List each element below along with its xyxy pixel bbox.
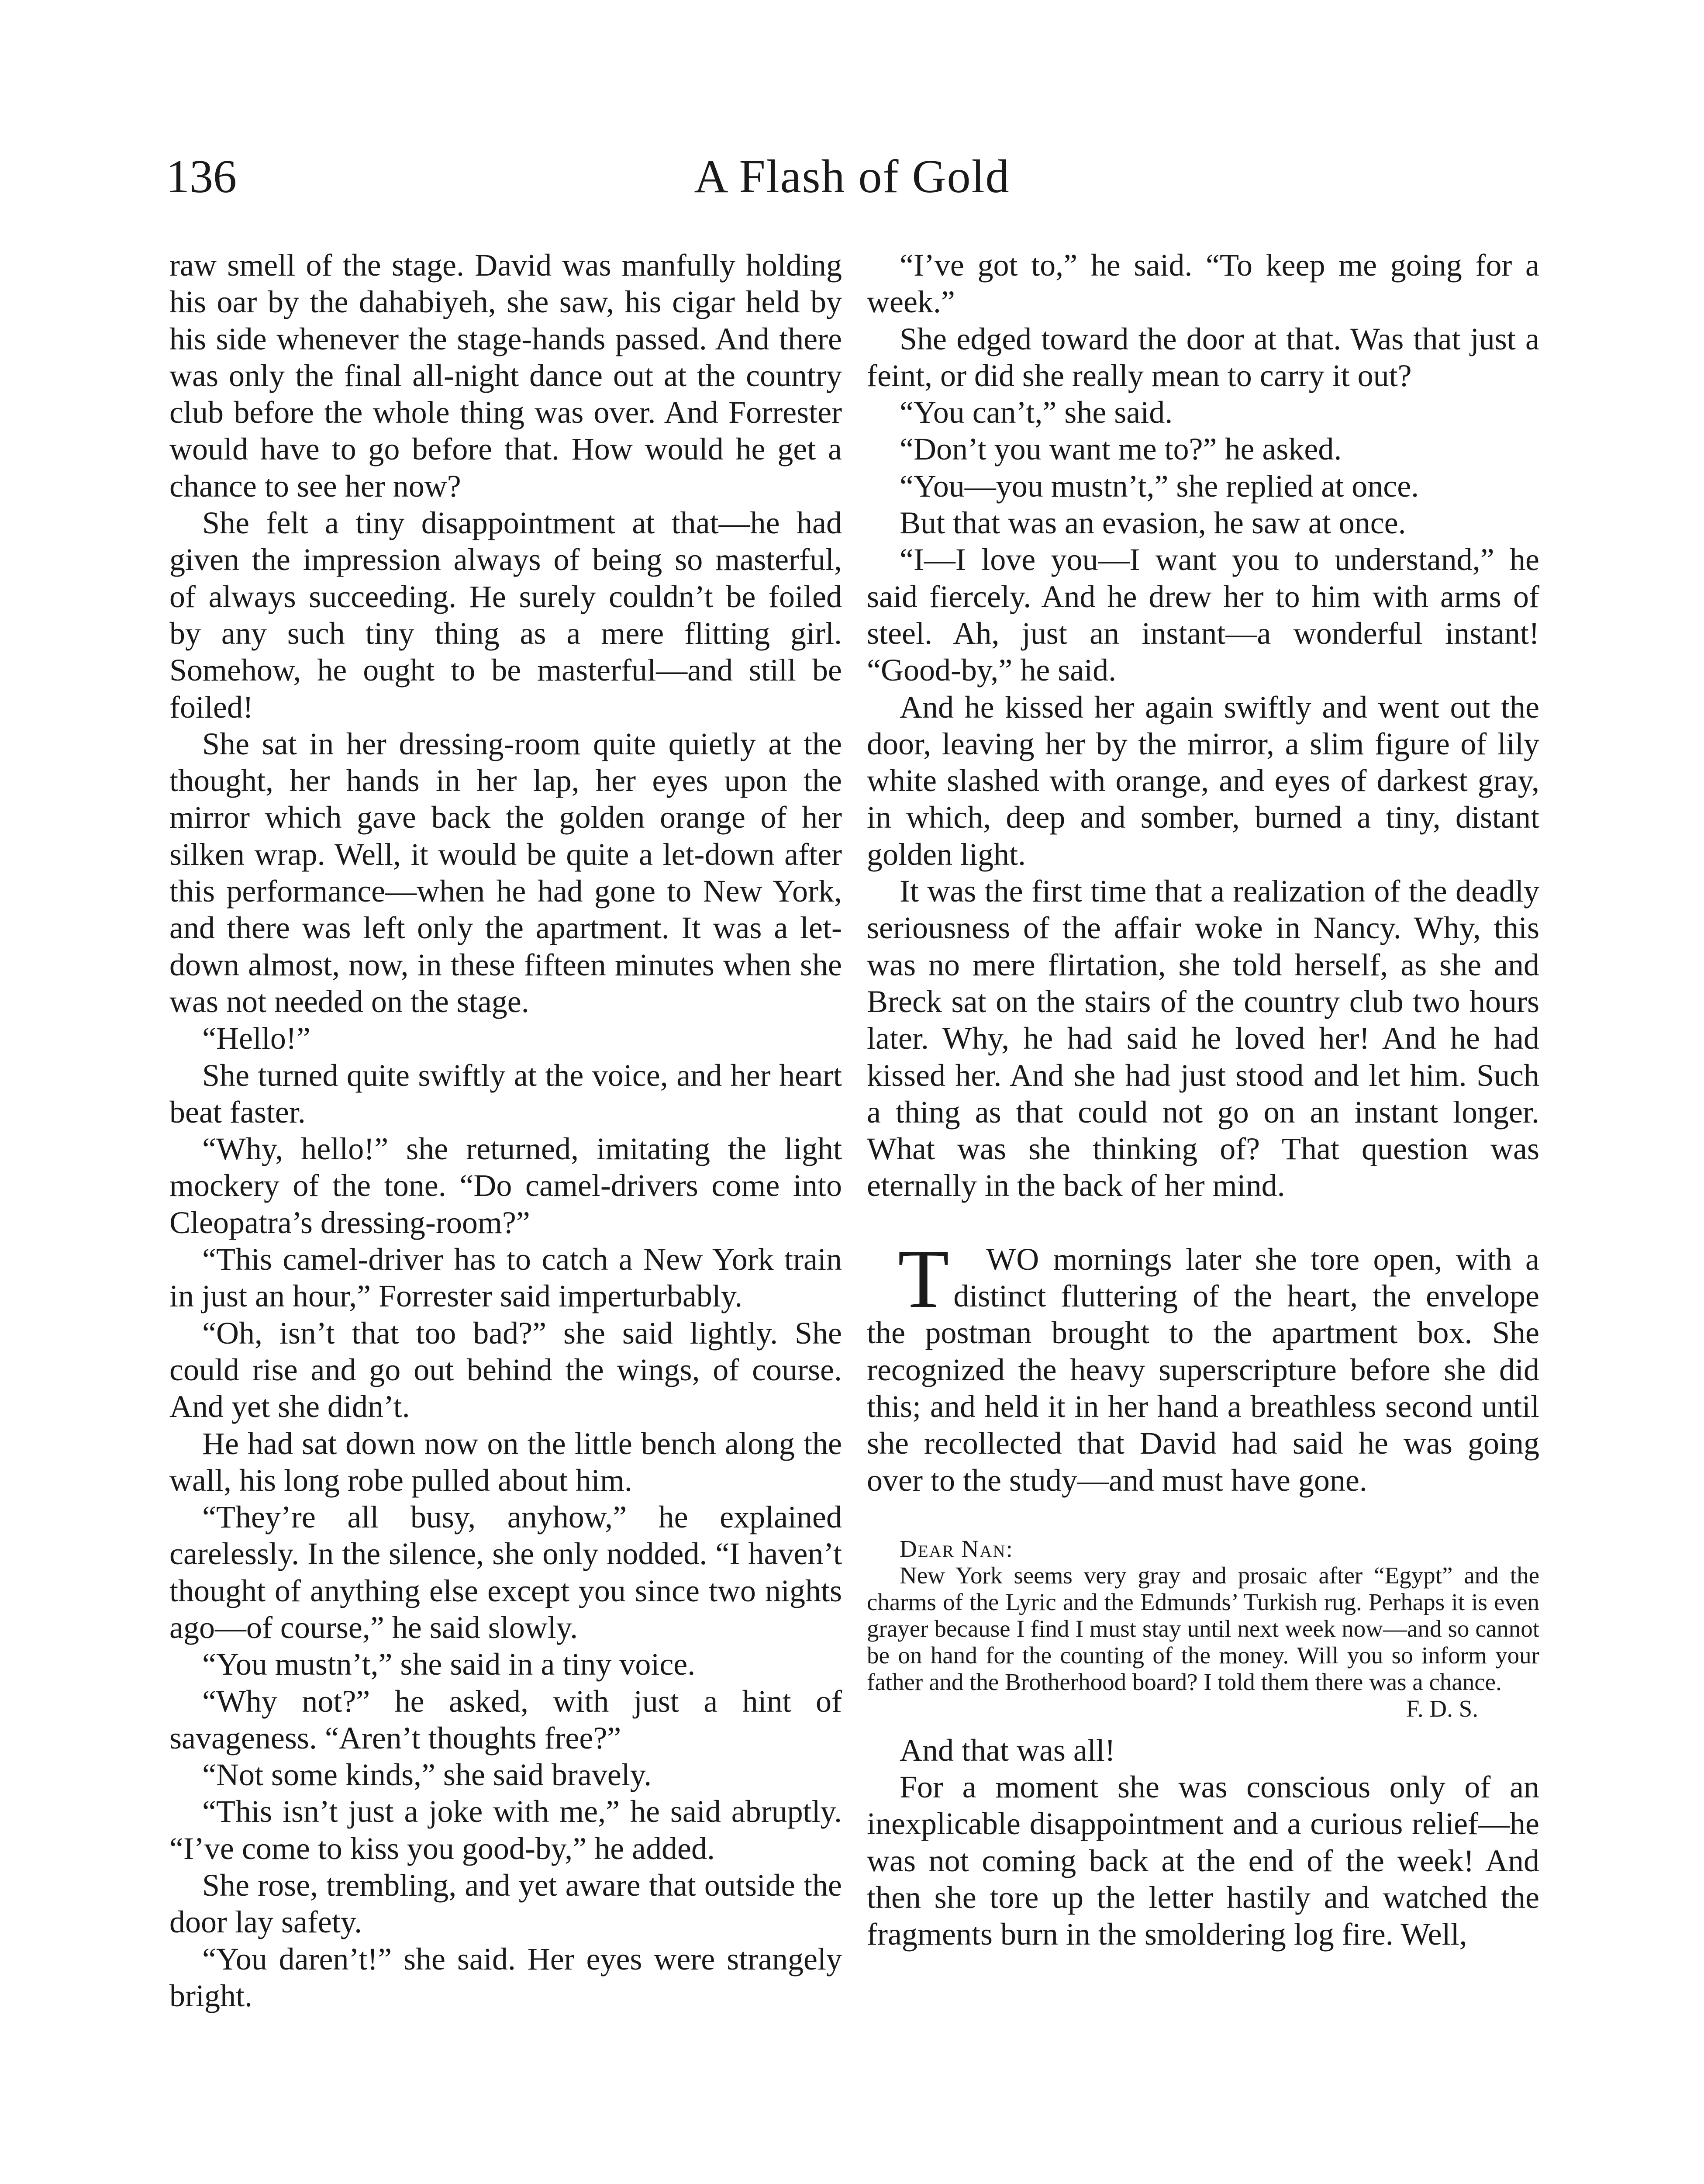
- paragraph: “You daren’t!” she said. Her eyes were strangely bright.: [169, 1941, 842, 2013]
- paragraph: “This camel-driver has to catch a New York train in just an hour,” Forrester said imperturbably.: [169, 1242, 842, 1314]
- paragraph: It was the first time that a realization of the deadly seriousness of the affair woke in Nancy. Why, this was no mere flirtation, she told herself, as she and Breck sat on the stairs of the country club two hours later. Why, he had said he loved her! And he had kissed her. And she had just stood and let him. Such a thing as that could not go on an instant longer. What was she thinking of? That question was eternally in the back of her mind.: [867, 874, 1539, 1203]
- paragraph: “Oh, isn’t that too bad?” she said lightly. She could rise and go out behind the wings, of course. And yet she didn’t.: [169, 1315, 842, 1424]
- drop-cap: T: [898, 1232, 949, 1325]
- paragraph: And he kissed her again swiftly and went out the door, leaving her by the mirror, a slim figure of lily white slashed with orange, and eyes of darkest gray, in which, deep and somber, burned a tiny, distant golden light.: [867, 689, 1539, 872]
- paragraph: “I—I love you—I want you to understand,” he said fiercely. And he drew her to him with arms of steel. Ah, just an instant—a wonderful instant! “Good-by,” he said.: [867, 542, 1539, 688]
- opening-text: mornings later she tore open, with a distinct fluttering of the heart, the envelope the postman brought to the apartment box. She recognized the heavy superscripture before she did this; and held it in her hand a breathless second until she recollected that David had said he was going over to the study—and must have gone.: [867, 1241, 1539, 1498]
- paragraph: “You—you mustn’t,” she replied at once.: [900, 468, 1419, 504]
- page-number: 136: [166, 151, 237, 203]
- paragraph: “Don’t you want me to?” he asked.: [900, 432, 1342, 467]
- paragraph: “Why not?” he asked, with just a hint of savageness. “Aren’t thoughts free?”: [169, 1683, 842, 1755]
- letter-salutation: Dear Nan:: [900, 1535, 1014, 1562]
- paragraph: “You can’t,” she said.: [900, 395, 1173, 430]
- letter: [867, 1535, 1539, 1722]
- paragraph: She turned quite swiftly at the voice, and her heart beat faster.: [169, 1057, 842, 1130]
- opening-small-caps: WO: [986, 1241, 1040, 1277]
- paragraph: “They’re all busy, anyhow,” he explained carelessly. In the silence, she only nodded. “I haven’t thought of anything else except you since two nights ago—of course,” he said slowly.: [169, 1500, 842, 1645]
- running-head-title: A Flash of Gold: [694, 151, 1010, 203]
- paragraph: raw smell of the stage. David was manfully holding his oar by the dahabiyeh, she saw, his cigar held by his side whenever the stage-hands passed. And there was only the final all-night dance out at the country club before the whole thing was over. And Forrester would have to go before that. How would he get a chance to see her now?: [169, 248, 842, 504]
- paragraph: He had sat down now on the little bench along the wall, his long robe pulled about him.: [169, 1426, 842, 1498]
- section-opening-paragraph: [867, 1232, 1539, 1499]
- letter-body-text: New York seems very gray and prosaic after “Egypt” and the charms of the Lyric and the Edmunds’ Turkish rug. Perhaps it is even grayer because I find I must stay until next week now—and so cannot be on hand for the counting of the money. Will you so inform your father and the Brotherhood board? I told them there was a chance.: [867, 1562, 1539, 1695]
- paragraph: She rose, trembling, and yet aware that outside the door lay safety.: [169, 1868, 842, 1940]
- paragraph: “This isn’t just a joke with me,” he said abruptly. “I’ve come to kiss you good-by,” he added.: [169, 1794, 842, 1866]
- letter-signature: F. D. S.: [1406, 1695, 1478, 1722]
- paragraph: “Hello!”: [202, 1021, 310, 1056]
- paragraph: But that was an evasion, he saw at once.: [900, 505, 1406, 541]
- letter-body: [867, 1562, 1539, 1722]
- paragraph: “I’ve got to,” he said. “To keep me going for a week.”: [867, 248, 1539, 320]
- section-break: [867, 1204, 1539, 1241]
- paragraph: For a moment she was conscious only of an inexplicable disappointment and a curious relief—he was not coming back at the end of the week! And then she tore up the letter hastily and watched the fragments burn in the smoldering log fire. Well,: [867, 1769, 1539, 1952]
- paragraph: “Not some kinds,” she said bravely.: [202, 1757, 652, 1793]
- left-column: [169, 247, 842, 2014]
- paragraph: She edged toward the door at that. Was that just a feint, or did she really mean to carry it out?: [867, 321, 1539, 393]
- right-column: [867, 247, 1539, 1953]
- paragraph: “You mustn’t,” she said in a tiny voice.: [202, 1647, 696, 1682]
- paragraph: She sat in her dressing-room quite quietly at the thought, her hands in her lap, her eyes upon the mirror which gave back the golden orange of her silken wrap. Well, it would be quite a let-down after this performance—when he had gone to New York, and there was left only the apartment. It was a let-down almost, now, in these fifteen minutes when she was not needed on the stage.: [169, 726, 842, 1019]
- paragraph: “Why, hello!” she returned, imitating the light mockery of the tone. “Do camel-drivers come into Cleopatra’s dressing-room?”: [169, 1131, 842, 1240]
- paragraph: And that was all!: [900, 1732, 1115, 1768]
- paragraph: She felt a tiny disappointment at that—he had given the impression always of being so masterful, of always succeeding. He surely couldn’t be foiled by any such tiny thing as a mere flitting girl. Somehow, he ought to be masterful—and still be foiled!: [169, 505, 842, 725]
